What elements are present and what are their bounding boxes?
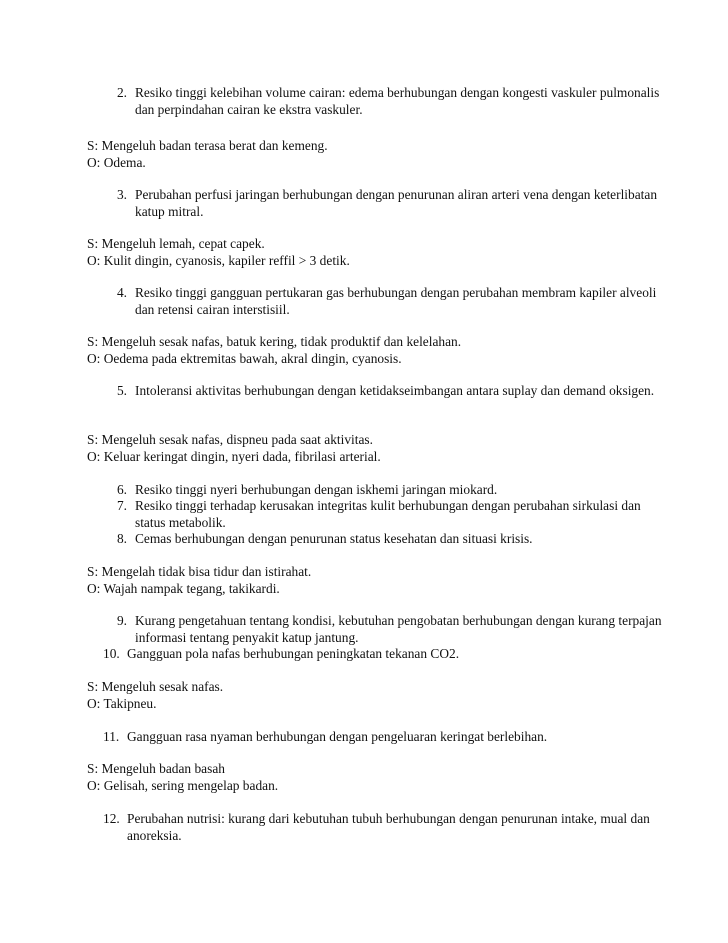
diagnosis-item [103, 646, 663, 663]
item-number: 7. [116, 498, 127, 513]
objective-line: O: Oedema pada ektremitas bawah, akral dingin, cyanosis. [87, 351, 402, 366]
item-text: Cemas berhubungan dengan penurunan status kesehatan dan situasi krisis. [135, 531, 533, 546]
diagnosis-item [103, 285, 663, 318]
subjective-line: S: Mengelah tidak bisa tidur dan istirahat. [87, 564, 312, 579]
subjective-line: S: Mengeluh sesak nafas, dispneu pada saat aktivitas. [87, 432, 373, 447]
item-text: Resiko tinggi gangguan pertukaran gas berhubungan dengan perubahan membram kapiler alveoli dan retensi cairan interstisiil. [135, 285, 657, 317]
item-number: 3. [116, 187, 127, 202]
diagnosis-item [103, 498, 663, 531]
subjective-line: S: Mengeluh badan terasa berat dan kemeng. [87, 138, 328, 153]
diagnosis-item [103, 383, 663, 400]
subjective-line: S: Mengeluh lemah, cepat capek. [87, 236, 265, 251]
objective-line: O: Takipneu. [87, 696, 157, 711]
diagnosis-item [103, 811, 663, 844]
item-number: 6. [116, 482, 127, 497]
item-text: Kurang pengetahuan tentang kondisi, kebutuhan pengobatan berhubungan dengan kurang terpajan informasi tentang penyakit katup jantung. [135, 613, 662, 645]
item-number: 11. [103, 729, 120, 744]
item-text: Intoleransi aktivitas berhubungan dengan ketidakseimbangan antara suplay dan demand oksigen. [135, 383, 655, 398]
objective-line: O: Kulit dingin, cyanosis, kapiler reffil > 3 detik. [87, 253, 350, 268]
item-text: Perubahan perfusi jaringan berhubungan dengan penurunan aliran arteri vena dengan keterlibatan katup mitral. [135, 187, 658, 219]
diagnosis-item [103, 482, 663, 499]
objective-line: O: Odema. [87, 155, 146, 170]
item-text: Resiko tinggi kelebihan volume cairan: edema berhubungan dengan kongesti vaskuler pulmonalis dan perpindahan cairan ke ekstra vaskuler. [135, 85, 660, 117]
item-number: 12. [103, 811, 120, 826]
diagnosis-item [103, 85, 663, 118]
item-text: Resiko tinggi nyeri berhubungan dengan iskhemi jaringan miokard. [135, 482, 498, 497]
diagnosis-item [103, 187, 663, 220]
item-text: Gangguan pola nafas berhubungan peningkatan tekanan CO2. [127, 646, 460, 661]
item-number: 10. [103, 646, 120, 661]
item-number: 2. [116, 85, 127, 100]
diagnosis-item [103, 531, 663, 548]
diagnosis-item [103, 613, 663, 646]
diagnosis-item [103, 729, 663, 746]
objective-line: O: Gelisah, sering mengelap badan. [87, 778, 279, 793]
item-text: Resiko tinggi terhadap kerusakan integritas kulit berhubungan dengan perubahan sirkulasi dan status metabolik. [135, 498, 641, 530]
subjective-line: S: Mengeluh sesak nafas, batuk kering, tidak produktif dan kelelahan. [87, 334, 462, 349]
item-number: 9. [116, 613, 127, 628]
item-number: 8. [116, 531, 127, 546]
item-text: Perubahan nutrisi: kurang dari kebutuhan tubuh berhubungan dengan penurunan intake, mual dan anoreksia. [127, 811, 650, 843]
objective-line: O: Wajah nampak tegang, takikardi. [87, 581, 280, 596]
subjective-line: S: Mengeluh badan basah [87, 761, 225, 776]
objective-line: O: Keluar keringat dingin, nyeri dada, fibrilasi arterial. [87, 449, 381, 464]
subjective-line: S: Mengeluh sesak nafas. [87, 679, 224, 694]
item-number: 5. [116, 383, 127, 398]
item-text: Gangguan rasa nyaman berhubungan dengan pengeluaran keringat berlebihan. [127, 729, 548, 744]
item-number: 4. [116, 285, 127, 300]
